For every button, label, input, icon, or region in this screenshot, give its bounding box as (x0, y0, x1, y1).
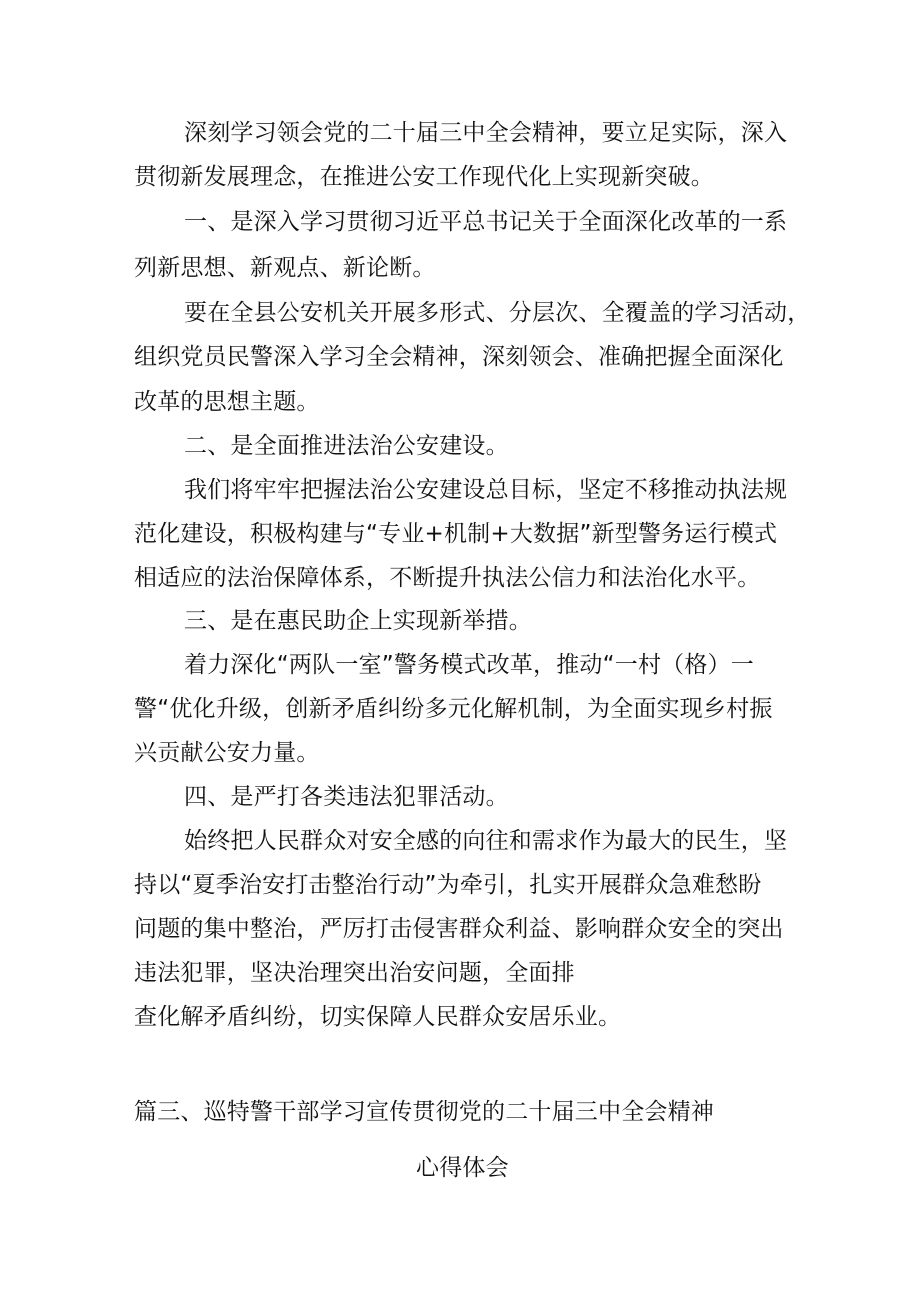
paragraph-line: 我们将牢牢把握法治公安建设总目标，坚定不移推动执法规 (184, 477, 788, 503)
paragraph-line: 着力深化“两队一室”警务模式改革，推动“一村（格）一 (184, 652, 754, 678)
paragraph-line: 改革的思想主题。 (134, 389, 320, 415)
paragraph-line: 深刻学习领会党的二十届三中全会精神，要立足实际，深入 (184, 120, 788, 146)
paragraph-line: 问题的集中整治，严厉打击侵害群众利益、影响群众安全的突出 (134, 916, 784, 942)
section-heading-1: 一、是深入学习贯彻习近平总书记关于全面深化改革的一系 (184, 209, 788, 235)
paragraph-line: 查化解矛盾纠纷，切实保障人民群众安居乐业。 (134, 1004, 622, 1030)
paragraph-line: 兴贡献公安力量。 (134, 740, 320, 766)
paragraph-line: 警“优化升级，创新矛盾纠纷多元化解机制，为全面实现乡村振 (134, 696, 773, 722)
section-heading-2: 二、是全面推进法治公安建设。 (184, 433, 509, 459)
section-heading-4: 四、是严打各类违法犯罪活动。 (184, 784, 509, 810)
section-heading-1-cont: 列新思想、新观点、新论断。 (134, 255, 436, 281)
paragraph-line: 违法犯罪，坚决治理突出治安问题，全面排 (134, 960, 575, 986)
next-section-subtitle: 心得体会 (416, 1155, 509, 1181)
section-heading-3: 三、是在惠民助企上实现新举措。 (184, 608, 532, 634)
paragraph-line: 范化建设，积极构建与“专业+机制+大数据”新型警务运行模式 (134, 521, 778, 547)
paragraph-line: 始终把人民群众对安全感的向往和需求作为最大的民生，坚 (184, 828, 788, 854)
paragraph-line: 持以“夏季治安打击整治行动”为牵引，扎实开展群众急难愁盼 (134, 872, 762, 898)
paragraph-line: 要在全县公安机关开展多形式、分层次、全覆盖的学习活动， (184, 300, 811, 326)
next-section-heading: 篇三、巡特警干部学习宣传贯彻党的二十届三中全会精神 (134, 1099, 714, 1125)
paragraph-line: 贯彻新发展理念，在推进公安工作现代化上实现新突破。 (134, 164, 714, 190)
paragraph-line: 相适应的法治保障体系，不断提升执法公信力和法治化水平。 (134, 565, 761, 591)
paragraph-line: 组织党员民警深入学习全会精神，深刻领会、准确把握全面深化 (134, 344, 784, 370)
